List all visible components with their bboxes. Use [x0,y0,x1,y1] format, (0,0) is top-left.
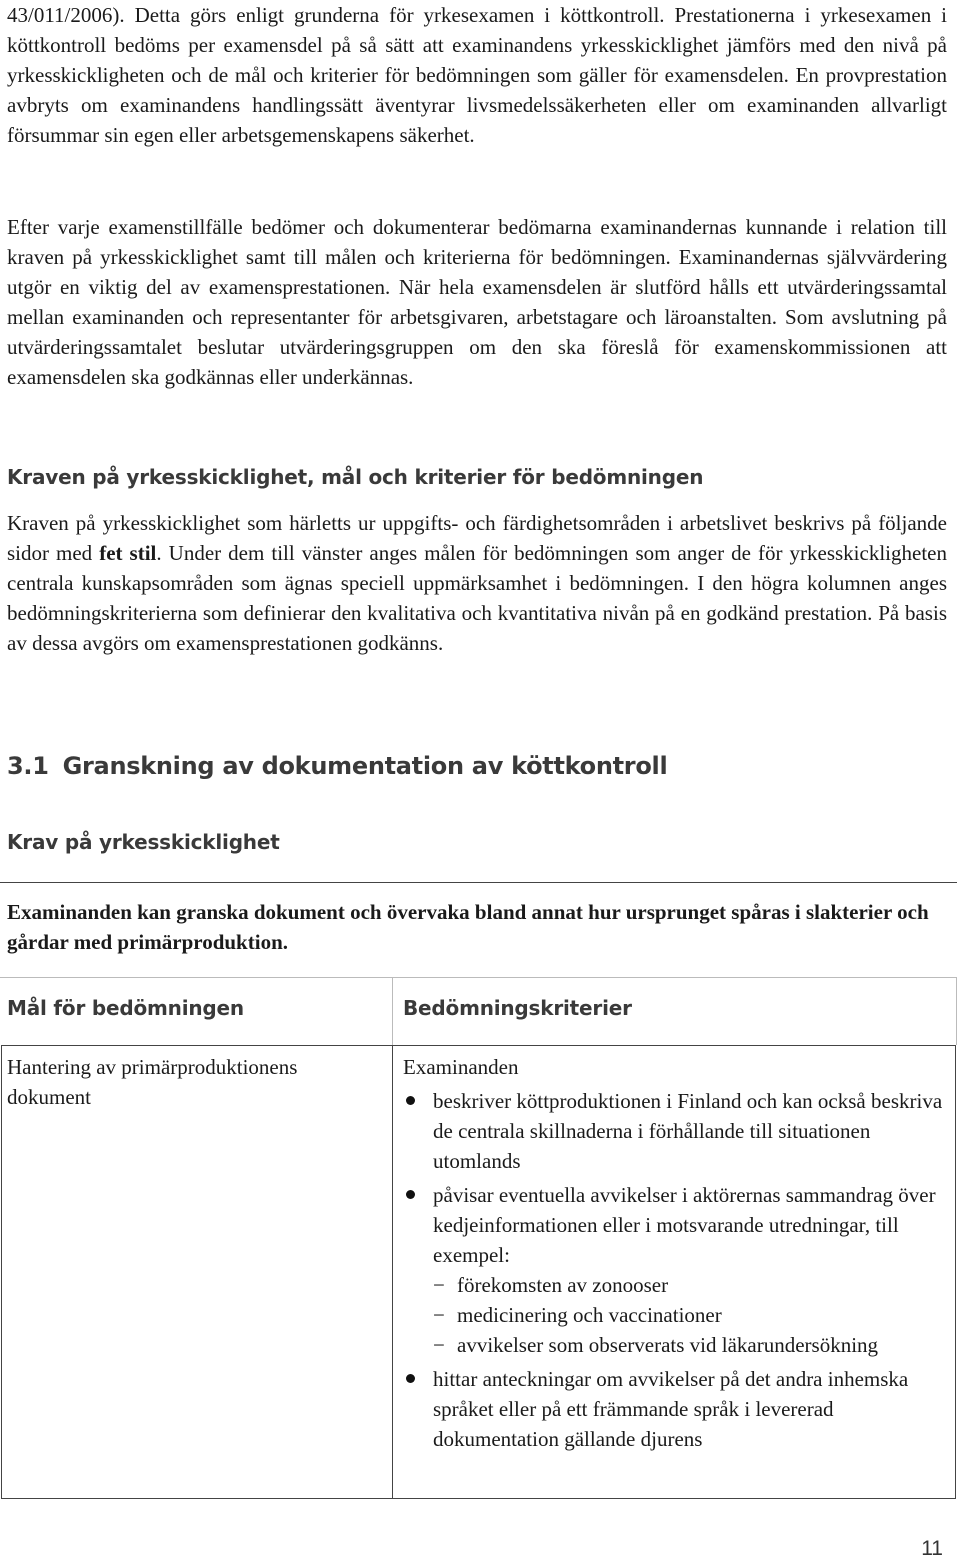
criteria-intro: Examinanden [403,1055,519,1079]
list-item-text: beskriver köttproduktionen i Finland och kan också beskriva de centrala skillnaderna i förhållande till situationen utomlands [433,1089,943,1173]
heading-requirements-goals-criteria: Kraven på yrkesskicklighet, mål och kriterier för bedömningen [7,465,704,489]
section-title: Granskning av dokumentation av köttkontroll [62,752,668,780]
header-row-right-border [956,977,957,1045]
paragraph-requirements-description [7,508,947,658]
column-header-goals: Mål för bedömningen [7,996,244,1020]
list-item [403,1180,948,1360]
paragraph-text-before-bold: Kraven på yrkesskicklighet som härletts ur uppgifts- och färdighetsområden i arbetslivet beskrivs på följande sidor med [7,511,947,565]
list-item-text: avvikelser som observerats vid läkarundersökning [457,1333,879,1357]
bullet-icon [406,1374,415,1383]
column-header-criteria: Bedömningskriterier [403,996,632,1020]
paragraph-text-after-bold: . Under dem till vänster anges målen för bedömningen som anger de för yrkesskickligheten centrala kunskapsområden som ägnas speciell uppmärksamhet i bedömningen. I den högra kolumnen anges bedömningskriterierna som definierar den kvalitativa och kvantitativa nivån på en godkänd prestation. På basis av dessa avgörs om examensprestationen godkänns. [7,541,947,655]
section-heading [7,752,667,780]
header-row-divider [392,977,393,1045]
dash-icon: − [433,1303,445,1327]
paragraph-evaluation-discussion: Efter varje examenstillfälle bedömer och dokumenterar bedömarna examinandernas kunnande i relation till kraven på yrkesskicklighet samt till målen och kriterierna för bedömningen. Examinandernas självvärdering utgör en viktig del av examensprestationen. När hela examensdelen är slutförd hålls ett utvärderingssamtal mellan examinanden och representanter för arbetsgivaren, arbetstagare och läroanstalten. Som avslutning på utvärderingssamtalet beslutar utvärderingsgruppen om den ska föreslå för examenskommissionen att examensdelen ska godkännas eller underkännas. [7,215,947,389]
bold-term: fet stil [99,541,157,565]
list-item-text: påvisar eventuella avvikelser i aktörernas sammandrag över kedjeinformationen eller i motsvarande utredningar, till exempel: [433,1183,936,1267]
heading-professional-requirement: Krav på yrkesskicklighet [7,830,280,854]
table-top-rule [0,882,957,883]
paragraph-exam-assessment: 43/011/2006). Detta görs enligt grunderna för yrkesexamen i köttkontroll. Prestationerna i yrkesexamen i köttkontroll bedöms per examensdel på så sätt att examinandens yrkesskicklighet jämförs med den nivå på yrkesskickligheten och de mål och kriterier för bedömningen som gäller för examensdelen. En provprestation avbryts om examinandens handlingssätt äventyrar livsmedelssäkerheten eller om examinanden allvarligt försummar sin egen eller arbetsgemenskapens säkerhet. [7,3,947,147]
example-list [433,1270,948,1360]
dash-icon: − [433,1333,445,1357]
bullet-icon [406,1096,415,1105]
list-item [433,1330,948,1360]
list-item [403,1086,948,1176]
criteria-list [403,1086,948,1454]
header-row-top-rule [0,977,957,978]
goal-cell: Hantering av primärproduktionens dokument [7,1055,298,1109]
page-number: 11 [921,1537,943,1560]
bullet-icon [406,1190,415,1199]
section-number: 3.1 [7,752,49,780]
criteria-cell [403,1052,948,1458]
list-item [433,1300,948,1330]
list-item [433,1270,948,1300]
list-item [403,1364,948,1454]
requirement-statement: Examinanden kan granska dokument och övervaka bland annat hur ursprunget spåras i slakterier och gårdar med primärproduktion. [7,900,929,954]
list-item-text: förekomsten av zonooser [457,1273,669,1297]
criteria-table-divider [392,1045,393,1499]
dash-icon: − [433,1273,445,1297]
list-item-text: medicinering och vaccinationer [457,1303,722,1327]
list-item-text: hittar anteckningar om avvikelser på det andra inhemska språket eller på ett främmande språk i levererad dokumentation gällande djurens [433,1367,909,1451]
